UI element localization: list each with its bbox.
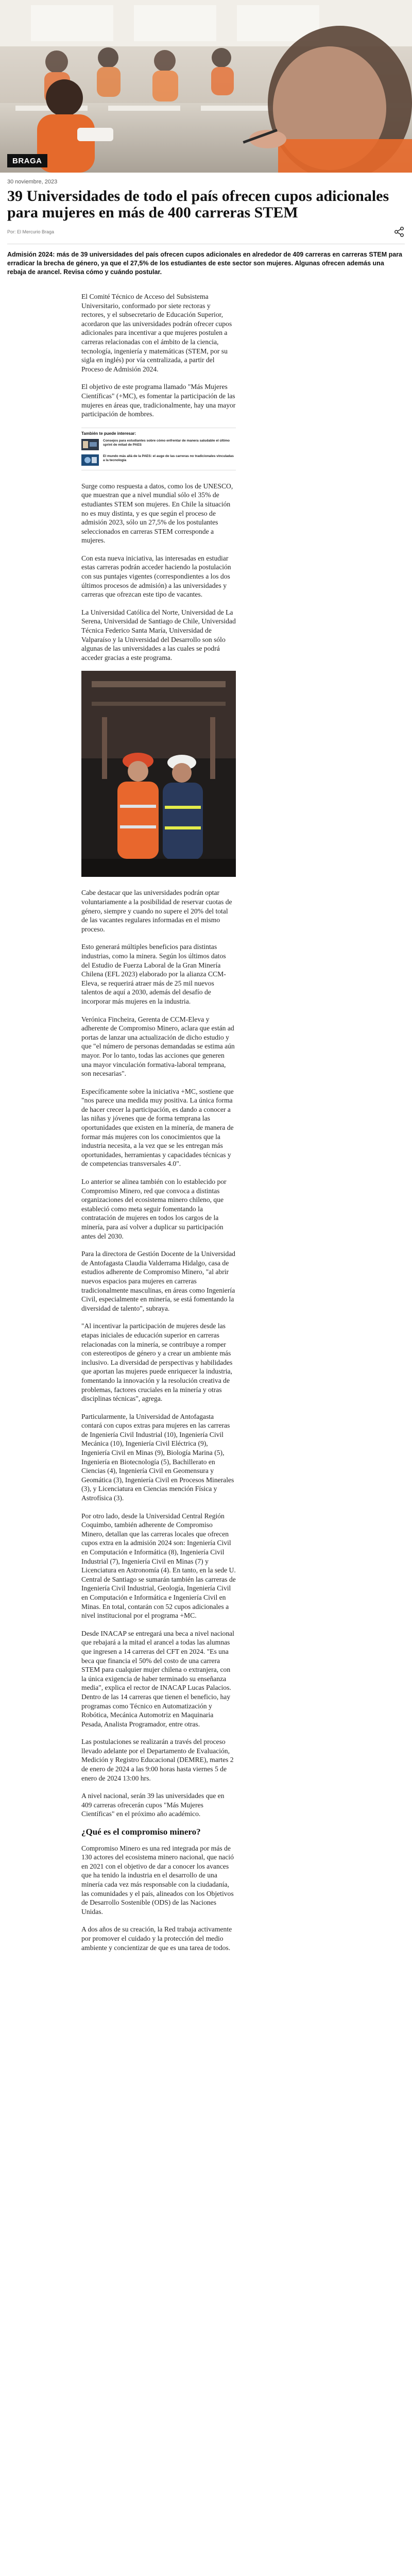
article-body: [0, 277, 412, 1952]
hero-image: [0, 0, 412, 173]
related-item-label: Consejos para estudiantes sobre cómo enfrentar de manera saludable el último sprint de mitad de PAES: [103, 438, 230, 447]
inline-photo: [81, 671, 236, 877]
share-icon[interactable]: [393, 226, 405, 238]
section-heading: ¿Qué es el compromiso minero?: [81, 1827, 201, 1837]
paragraph: El Comité Técnico de Acceso del Subsistema Universitario, conformado por siete rectoras y rectores, y el subsecretario de Educación Superior, acordaron que las universidades podrán ofrecer cupos adicionales para incentivar a que mujeres postulen a carreras relacionadas con el ámbito de la ciencia, tecnología, ingeniería y matemáticas (STEM, por su sigla en inglés) por vía centralizada, a partir del Proceso de Admisión 2024.: [81, 293, 232, 373]
body-column: [81, 482, 236, 1952]
paragraph: Cabe destacar que las universidades podrán optar voluntariamente a la posibilidad de reservar cuotas de género, siempre y cuando no supere el 20% del total de las vacantes regulares informadas en el mismo proceso.: [81, 889, 232, 933]
related-item[interactable]: [81, 454, 236, 466]
mining-workers-illustration: [81, 671, 236, 877]
paragraph: Desde INACAP se entregará una beca a nivel nacional que rebajará a la mitad el arancel a todas las alumnas que ingresen a 14 carreras del CFT en 2024. "Es una beca que financia el 50% del costo de una carrera STEM para cualquier mujer chilena o extranjera, con la única exigencia de haber terminado su enseñanza media", explica el rector de INACAP Lucas Palacios. Dentro de las 14 carreras que tienen el beneficio, hay programas como Técnico en Automatización y Robótica, Mecánica Automotriz en Maquinaria Pesada, Analista Programador, entre otras.: [81, 1629, 234, 1728]
related-item-label: El mundo más allá de la PAES: el auge de las carreras no tradicionales vinculadas a la tecnología: [103, 454, 234, 463]
paragraph: Compromiso Minero es una red integrada por más de 130 actores del ecosistema minero nacional, que nació en 2021 con el objetivo de dar a conocer los avances que ha tenido la industria en el desarrollo de una minería cada vez más responsable con la ciudadanía, las comunidades y el país, alineados con los Objetivos de Desarrollo Sostenible (ODS) de las Naciones Unidas.: [81, 1844, 234, 1916]
paragraph: Para la directora de Gestión Docente de la Universidad de Antofagasta Claudia Valderrama Hidalgo, casa de estudios adherente de Compromiso Minero, "al abrir nuevos espacios para mujeres en carreras tradicionalmente masculinas, en áreas como Ingeniería Civil, especialmente en minería, se está fomentando la diversidad de talento", subraya.: [81, 1250, 235, 1312]
paragraph: Esto generará múltiples beneficios para distintas industrias, como la minera. Según los últimos datos del Estudio de Fuerza Laboral de la Gran Minería Chilena (EFL 2023) elaborado por la alianza CCM-Eleva, se requerirá atraer más de 25 mil nuevos talentos de aquí a 2030, además del desafío de incorporar más mujeres en la industria.: [81, 943, 226, 1005]
paragraph: Con esta nueva iniciativa, las interesadas en estudiar estas carreras podrán acceder haciendo la postulación con sus puntajes vigentes (correspondientes a los dos últimos procesos de admisión) a las universidades y carreras que ofrezcan este tipo de vacantes.: [81, 554, 231, 599]
article-date: 30 noviembre, 2023: [7, 179, 58, 185]
paragraph: A dos años de su creación, la Red trabaja activamente por promover el cuidado y la protección del medio ambiente y concientizar de que es una tarea de todos.: [81, 1925, 232, 1952]
paragraph: La Universidad Católica del Norte, Universidad de La Serena, Universidad de Santiago de Chile, Universidad Técnica Federico Santa María, Universidad de Valparaíso y la Universidad del Desarrollo son sólo algunas de las universidades a las cuales se podrá acceder gracias a este programa.: [81, 608, 236, 662]
article-byline: Por: El Mercurio Braga: [7, 229, 55, 234]
paragraph: Verónica Fincheira, Gerenta de CCM-Eleva y adherente de Compromiso Minero, aclara que están ad portas de lanzar una actualización de dicho estudio y que "el número de personas demandadas se estima aún mayor. Por lo tanto, todas las acciones que generen una mayor vinculación formativa-laboral temprana, son necesarias".: [81, 1015, 235, 1078]
related-thumbnail: [81, 439, 99, 450]
related-thumbnail: [81, 454, 99, 466]
paragraph: Surge como respuesta a datos, como los de UNESCO, que muestran que a nivel mundial sólo el 35% de estudiantes STEM son mujeres. En Chile la situación no es muy distinta, y es que según el proceso de admisión 2023, sólo un 27,5% de los postulantes seleccionados en carreras STEM corresponde a mujeres.: [81, 482, 233, 545]
article-lead: Admisión 2024: más de 39 universidades del país ofrecen cupos adicionales en alrededor de 409 carreras en carreras STEM para erradicar la brecha de género, ya que el 27,5% de los estudiantes de este sector son mujeres. Algunas ofrecen además una rebaja de arancel. Revisa cómo y cuándo postular.: [7, 251, 403, 276]
paragraph: Específicamente sobre la iniciativa +MC, sostiene que "nos parece una medida muy positiva. La única forma de hacer crecer la participación, es dando a conocer a las niñas y jóvenes que de forma temprana las oportunidades que existen en la minería, de manera de formar más mujeres con los conocimientos que la industria necesita, a la vez que se les entregan más oportunidades, herramientas y capacidades técnicas y de competencias transversales 4.0".: [81, 1087, 234, 1168]
brand-badge: BRAGA: [7, 154, 47, 167]
byline-row: [0, 221, 412, 238]
paragraph: A nivel nacional, serán 39 las universidades que en 409 carreras ofrecerán cupos "Más Mujeres Científicas" en el próximo año académico.: [81, 1792, 225, 1818]
article-headline: 39 Universidades de todo el país ofrecen cupos adicionales para mujeres en más de 400 carreras STEM: [7, 188, 389, 221]
related-item[interactable]: [81, 439, 236, 450]
related-title: También te puede interesar:: [81, 431, 136, 436]
paragraph: Las postulaciones se realizarán a través del proceso llevado adelante por el Departamento de Evaluación, Medición y Registro Educacional (DEMRE), martes 2 de enero de 2024 a las 9:00 horas hasta viernes 5 de enero de 2024 13:00 hrs.: [81, 1738, 234, 1782]
paragraph: Particularmente, la Universidad de Antofagasta contará con cupos extras para mujeres en las carreras de Ingeniería Civil Industrial (10), Ingeniería Civil Mecánica (10), Ingeniería Civil Eléctrica (9), Ingeniería Civil en Minas (9), Biología Marina (5), Ingeniería en Biotecnología (5), Bachillerato en Ciencias (4), Ingeniería Civil en Geomensura y Geomática (3), Ingeniería Civil en Procesos Minerales (3), y Licenciatura en Ciencias mención Física y Astrofísica (3).: [81, 1412, 234, 1502]
hero-photo-illustration: [0, 0, 412, 173]
body-column: [81, 292, 236, 419]
paragraph: "Al incentivar la participación de mujeres desde las etapas iniciales de educación superior en carreras relacionadas con la minería, se contribuye a romper con estereotipos de género y a crear un ambiente más inclusivo. La diversidad de perspectivas y habilidades que aportan las mujeres puede enriquecer la industria, fomentando la innovación y la resolución creativa de problemas, factores cruciales en la minería y otras disciplinas técnicas", agrega.: [81, 1322, 233, 1403]
paragraph: Por otro lado, desde la Universidad Central Región Coquimbo, también adherente de Compromiso Minero, detallan que las carreras locales que ofrecen cupos extra en la admisión 2024 son: Ingeniería Civil en Computación e Informática (8), Ingeniería Civil Industrial (7), Ingeniería Civil en Minas (7) y Licenciatura en Astronomía (4). En tanto, en la sede U. Central de Santiago se sumarán también las carreras de Ingeniería Civil Industrial, Geología, Ingeniería Civil en Computación e Informática e Ingeniería Civil en Minas. En total, contarán con 52 cupos adicionales a nivel institucional por el programa +MC.: [81, 1512, 236, 1620]
related-articles-box: [81, 428, 236, 470]
paragraph: Lo anterior se alinea también con lo establecido por Compromiso Minero, red que convoca a distintas organizaciones del ecosistema minero chileno, que estableció como meta seguir fomentando la contratación de mujeres en todos los cargos de la minería, para así volver a duplicar su participación antes del 2030.: [81, 1178, 227, 1240]
paragraph: El objetivo de este programa llamado "Más Mujeres Científicas" (+MC), es fomentar la participación de las mujeres en áreas que, tradicionalmente, hay una mayor participación de hombres.: [81, 383, 236, 418]
